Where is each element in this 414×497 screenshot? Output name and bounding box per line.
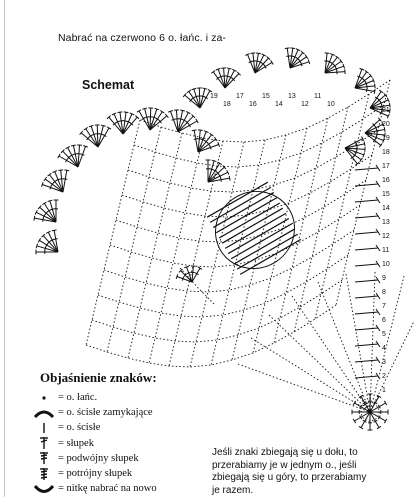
row-number-label: 11 (314, 93, 322, 100)
row-number-label: 9 (382, 275, 386, 282)
stitch-mark (203, 88, 208, 89)
stitch-mark (187, 90, 191, 93)
stitch-mark (308, 60, 309, 65)
row-number-label: 12 (382, 233, 390, 240)
stitch-mark (73, 154, 77, 155)
stitch-mark (194, 139, 198, 140)
row-number-label: 4 (382, 345, 386, 352)
stitch-mark (365, 70, 369, 73)
stitch-mark (180, 110, 185, 111)
instruction-text: Nabrać na czerwono 6 o. łańc. i za- (58, 32, 227, 44)
legend-row-dc (30, 436, 230, 451)
row-number-label: 15 (382, 191, 390, 198)
stitch-mark (355, 88, 375, 91)
stitch-mark (48, 200, 53, 201)
row-number-label: 10 (382, 261, 390, 268)
stitch-mark (355, 280, 378, 282)
chain-line (86, 120, 140, 345)
stitch-mark (364, 141, 365, 146)
stitch-mark (187, 272, 191, 273)
note-line: je razem. (212, 484, 254, 496)
stitch-mark (56, 179, 60, 180)
stitch-mark (124, 112, 129, 113)
stitch-mark (123, 121, 127, 122)
chain-line (238, 364, 370, 412)
stitch-mark (81, 154, 85, 155)
chain-line (251, 338, 370, 412)
stitch-mark (210, 146, 211, 150)
row-number-label: 17 (236, 93, 244, 100)
stitch-mark (200, 89, 205, 108)
stitch-mark (58, 170, 63, 171)
stitch-mark (44, 177, 47, 181)
stitch-mark (355, 312, 378, 314)
stitch-mark (179, 119, 183, 120)
stitch-mark (182, 277, 183, 281)
stitch-mark (50, 209, 54, 210)
row-number-label: 6 (382, 317, 386, 324)
row-number-label: 18 (382, 149, 390, 156)
chain-line (211, 140, 265, 365)
stitch-mark (214, 137, 217, 141)
stitch-mark (192, 88, 197, 89)
chain-line (149, 138, 203, 363)
row-number-label: 10 (327, 101, 335, 108)
stitch-mark (178, 110, 183, 132)
stitch-mark (192, 130, 197, 131)
chain-line (107, 127, 161, 352)
chain-line (98, 255, 348, 317)
stitch-mark (64, 170, 69, 171)
stitch-mark (379, 90, 383, 93)
chain-line (169, 141, 223, 366)
stitch-mark (355, 200, 378, 202)
legend-label: = nitkę nabrać na nowo (58, 483, 157, 495)
legend-row-new-thread (30, 481, 230, 496)
stitch-mark (355, 184, 378, 186)
stitch-mark (301, 62, 302, 66)
diagram-title: Schemat (82, 78, 135, 92)
stitch-mark (119, 121, 123, 122)
stitch-mark (251, 53, 256, 54)
stitch-mark (210, 187, 271, 222)
row-number-label: 11 (382, 247, 390, 254)
instruction-note (212, 447, 402, 497)
treble-crochet-icon (30, 451, 58, 465)
single-crochet-icon (30, 422, 58, 434)
stitch-mark (71, 145, 76, 146)
chain-line (294, 107, 348, 332)
row-number-label: 16 (382, 177, 390, 184)
stitch-mark (98, 128, 109, 147)
legend-row-chain (30, 390, 230, 405)
stitch-mark (225, 213, 286, 248)
stitch-mark (200, 91, 210, 108)
legend-row-slip (30, 405, 230, 420)
legend (30, 370, 230, 496)
chain-line (86, 305, 336, 367)
stitch-mark (212, 160, 217, 161)
chain-line (190, 142, 244, 367)
row-number-label: 7 (382, 303, 386, 310)
legend-label: = potrójny słupek (58, 468, 133, 480)
stitch-mark (287, 48, 290, 68)
stitch-mark (155, 108, 160, 109)
stitch-mark (355, 248, 378, 250)
stitch-mark (325, 53, 330, 54)
double-crochet-icon (30, 436, 58, 450)
note-line: przerabiamy je w jednym o., jeśli (212, 459, 357, 471)
row-number-label: 18 (223, 101, 231, 108)
chain-line (269, 315, 370, 412)
stitch-mark (290, 48, 295, 49)
stitch-mark (305, 55, 308, 59)
stitch-mark (227, 68, 232, 69)
stitch-mark (199, 88, 200, 108)
stitch-mark (256, 53, 261, 54)
note-line: zbiegają się u góry, to przerabiamy (212, 472, 367, 483)
stitch-mark (98, 126, 103, 147)
legend-row-sc (30, 420, 230, 435)
stitch-mark (43, 218, 44, 222)
row-number-label: 19 (210, 93, 218, 100)
stitch-mark (355, 264, 378, 266)
chain-line (128, 133, 182, 358)
stitch-mark (211, 70, 215, 73)
stitch-mark (73, 145, 78, 167)
stitch-mark (84, 127, 88, 130)
stitch-mark (228, 219, 289, 254)
stitch-mark (50, 186, 51, 190)
row-number-label: 3 (382, 359, 386, 366)
slip-stitch-icon (30, 407, 58, 419)
row-number-label: 17 (382, 163, 390, 170)
stitch-mark (99, 134, 103, 135)
chain-line (92, 280, 342, 342)
stitch-mark (194, 130, 198, 152)
new-thread-icon (30, 483, 58, 495)
stitch-mark (92, 134, 96, 135)
stitch-mark (54, 239, 58, 240)
stitch-mark (198, 130, 203, 131)
row-number-label: 1 (382, 387, 386, 394)
stitch-mark (355, 328, 378, 330)
stitch-mark (142, 108, 147, 109)
row-number-label: 19 (382, 135, 390, 142)
chain-line (370, 286, 414, 412)
stitch-mark (210, 169, 214, 170)
stitch-mark (52, 230, 57, 231)
legend-row-tr (30, 451, 230, 466)
stitch-mark (89, 125, 94, 126)
stitch-mark (240, 239, 301, 274)
chain-line (346, 274, 370, 412)
stitch-mark (374, 89, 375, 94)
legend-title: Objaśnienie znaków: (40, 370, 157, 385)
legend-label: = o. ścisłe (58, 422, 101, 434)
legend-label: = podwójny słupek (58, 452, 139, 464)
stitch-mark (207, 182, 268, 217)
stitch-mark (160, 110, 164, 113)
stitch-mark (355, 376, 378, 378)
chain-line (128, 130, 378, 192)
stitch-mark (34, 216, 35, 221)
stitch-mark (118, 112, 123, 113)
row-number-label: 13 (382, 219, 390, 226)
row-number-label: 5 (382, 331, 386, 338)
stitch-mark (229, 176, 230, 181)
row-number-label: 16 (249, 101, 257, 108)
chain-line (140, 80, 390, 142)
legend-row-dtr (30, 466, 230, 481)
stitch-mark (221, 178, 222, 182)
stitch-mark (355, 216, 378, 218)
stitch-mark (340, 59, 343, 63)
row-number-label: 14 (382, 205, 390, 212)
legend-label: = o. ścisłe zamykające (58, 407, 153, 419)
row-number-label: 20 (382, 121, 390, 128)
row-number-label: 14 (275, 101, 283, 108)
row-number-label: 15 (262, 93, 270, 100)
stitch-mark (201, 139, 205, 140)
stitch-mark (355, 360, 378, 362)
stitch-mark (355, 232, 378, 234)
double-treble-icon (30, 467, 58, 481)
row-number-label: 21 (382, 107, 390, 114)
stitch-mark (216, 198, 277, 233)
row-number-label: 8 (382, 289, 386, 296)
stitch-mark (63, 179, 67, 180)
stitch-mark (213, 72, 225, 88)
stitch-mark (101, 125, 106, 126)
stitch-mark (237, 234, 298, 269)
row-number-label: 12 (301, 101, 309, 108)
stitch-mark (355, 168, 378, 170)
stitch-mark (152, 117, 156, 118)
chain-line (318, 282, 370, 412)
note-line: Jeśli znaki zbiegają się u dołu, to (212, 447, 358, 458)
chain-line (370, 272, 375, 412)
stitch-mark (366, 88, 367, 92)
row-number-label: 13 (288, 93, 296, 100)
stitch-mark (172, 119, 176, 120)
stitch-mark (36, 244, 37, 249)
legend-label: = słupek (58, 437, 94, 449)
legend-label: = o. łańc. (58, 392, 98, 404)
stitch-mark (45, 246, 46, 250)
stitch-mark (145, 109, 150, 130)
stitch-mark (63, 170, 67, 192)
stitch-mark (285, 48, 290, 49)
stitch-mark (145, 117, 149, 118)
chain-stitch-icon (30, 393, 58, 403)
row-number-label: 2 (382, 373, 386, 380)
chain-line (315, 94, 369, 319)
stitch-mark (375, 84, 376, 89)
stitch-mark (355, 296, 378, 298)
